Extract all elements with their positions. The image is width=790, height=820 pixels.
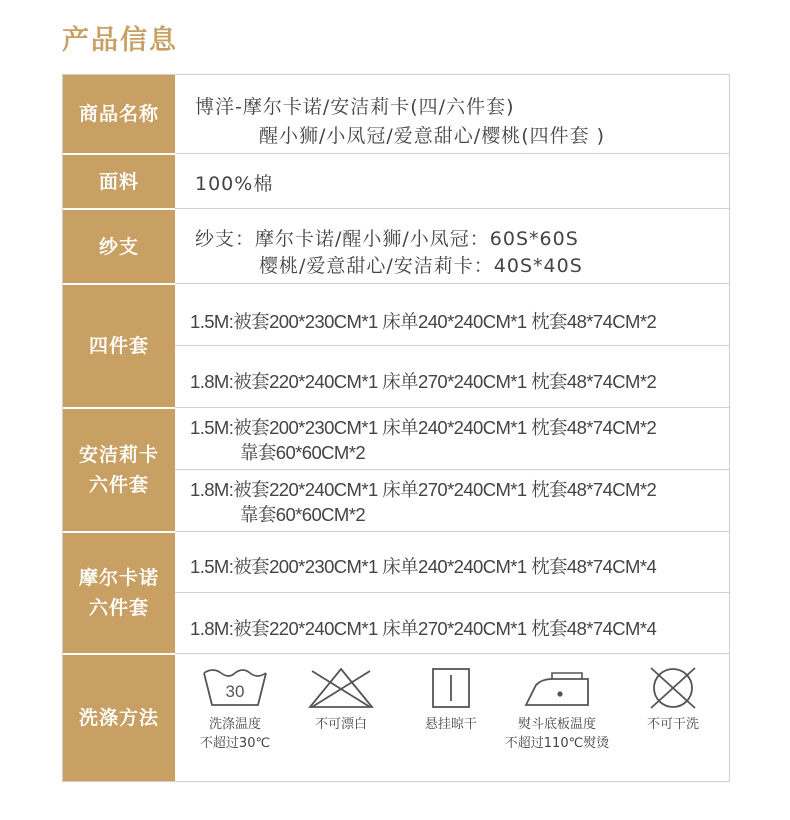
morcano-label-line-2: 六件套 [88, 597, 149, 619]
row-washing [63, 653, 729, 781]
no-dry-clean-caption [613, 715, 733, 734]
row-product-name [63, 75, 729, 153]
care-hang-dry [391, 667, 511, 734]
angelica-spec-1-extra: 靠套60*60CM*2 [240, 442, 366, 463]
iron-caption [497, 715, 617, 753]
care-no-dry-clean [613, 667, 733, 734]
page-title: 产品信息 [62, 25, 178, 56]
fabric-value: 100%棉 [195, 173, 274, 195]
no-bleach-caption-1: 不可漂白 [314, 717, 367, 732]
row-morcano-six-piece [63, 531, 729, 653]
product-name-line-1: 博洋-摩尔卡诺/安洁莉卡(四/六件套) [195, 96, 515, 118]
angelica-spec-2: 1.8M:被套220*240CM*1 床单270*240CM*1 枕套48*74CM*2 [190, 479, 657, 500]
row-angelica-six-piece [63, 407, 729, 531]
content-angelica-six-piece [175, 407, 729, 531]
morcano-label-line-1: 摩尔卡诺 [78, 567, 159, 589]
yarn-line-2: 樱桃/爱意甜心/安洁莉卡：40S*40S [259, 255, 583, 277]
iron-icon [522, 667, 592, 709]
label-fabric: 面料 [63, 153, 175, 208]
product-name-line-2: 醒小狮/小凤冠/爱意甜心/樱桃(四件套 ) [259, 125, 606, 147]
hang-dry-caption [391, 715, 511, 734]
wash-caption-1: 洗涤温度 [208, 717, 261, 732]
no-bleach-caption [281, 715, 401, 734]
product-info-table [62, 74, 730, 782]
four-piece-spec-1: 1.5M:被套200*230CM*1 床单240*240CM*1 枕套48*74CM*2 [190, 311, 657, 332]
care-iron [497, 667, 617, 753]
morcano-spec-1: 1.5M:被套200*230CM*1 床单240*240CM*1 枕套48*74CM*4 [190, 556, 657, 577]
hang-dry-icon [416, 667, 486, 709]
label-morcano-six-piece [63, 531, 175, 653]
no-bleach-icon [306, 667, 376, 709]
row-four-piece [63, 283, 729, 407]
row-fabric [63, 153, 729, 208]
content-yarn [175, 208, 729, 283]
content-morcano-six-piece [175, 531, 729, 653]
label-product-name: 商品名称 [63, 75, 175, 153]
content-washing [175, 653, 729, 781]
content-product-name [175, 75, 729, 153]
content-fabric [175, 153, 729, 208]
wash-caption-2: 不超过30℃ [199, 736, 271, 751]
label-yarn: 纱支 [63, 208, 175, 283]
angelica-spec-2-extra: 靠套60*60CM*2 [240, 504, 366, 525]
four-piece-spec-2: 1.8M:被套220*240CM*1 床单270*240CM*1 枕套48*74CM*2 [190, 371, 657, 392]
no-dry-clean-icon [638, 667, 708, 709]
label-angelica-six-piece [63, 407, 175, 531]
content-four-piece [175, 283, 729, 407]
wash-caption [175, 715, 295, 753]
care-wash-temp [175, 667, 295, 753]
angelica-spec-1: 1.5M:被套200*230CM*1 床单240*240CM*1 枕套48*74CM*2 [190, 417, 657, 438]
care-no-bleach [281, 667, 401, 734]
wash-30-icon [200, 667, 270, 709]
iron-caption-2: 不超过110℃熨烫 [504, 736, 610, 751]
angelica-label-line-1: 安洁莉卡 [78, 444, 159, 466]
row-yarn [63, 208, 729, 283]
iron-caption-1: 熨斗底板温度 [517, 717, 596, 732]
angelica-label-line-2: 六件套 [88, 474, 149, 496]
yarn-line-1: 纱支：摩尔卡诺/醒小狮/小凤冠：60S*60S [195, 228, 579, 250]
label-four-piece: 四件套 [63, 283, 175, 407]
label-washing: 洗涤方法 [63, 653, 175, 781]
wash-temp-number: 30 [225, 682, 245, 701]
morcano-spec-2: 1.8M:被套220*240CM*1 床单270*240CM*1 枕套48*74CM*4 [190, 618, 657, 639]
no-dry-clean-caption-1: 不可干洗 [646, 717, 699, 732]
hang-dry-caption-1: 悬挂晾干 [424, 717, 477, 732]
